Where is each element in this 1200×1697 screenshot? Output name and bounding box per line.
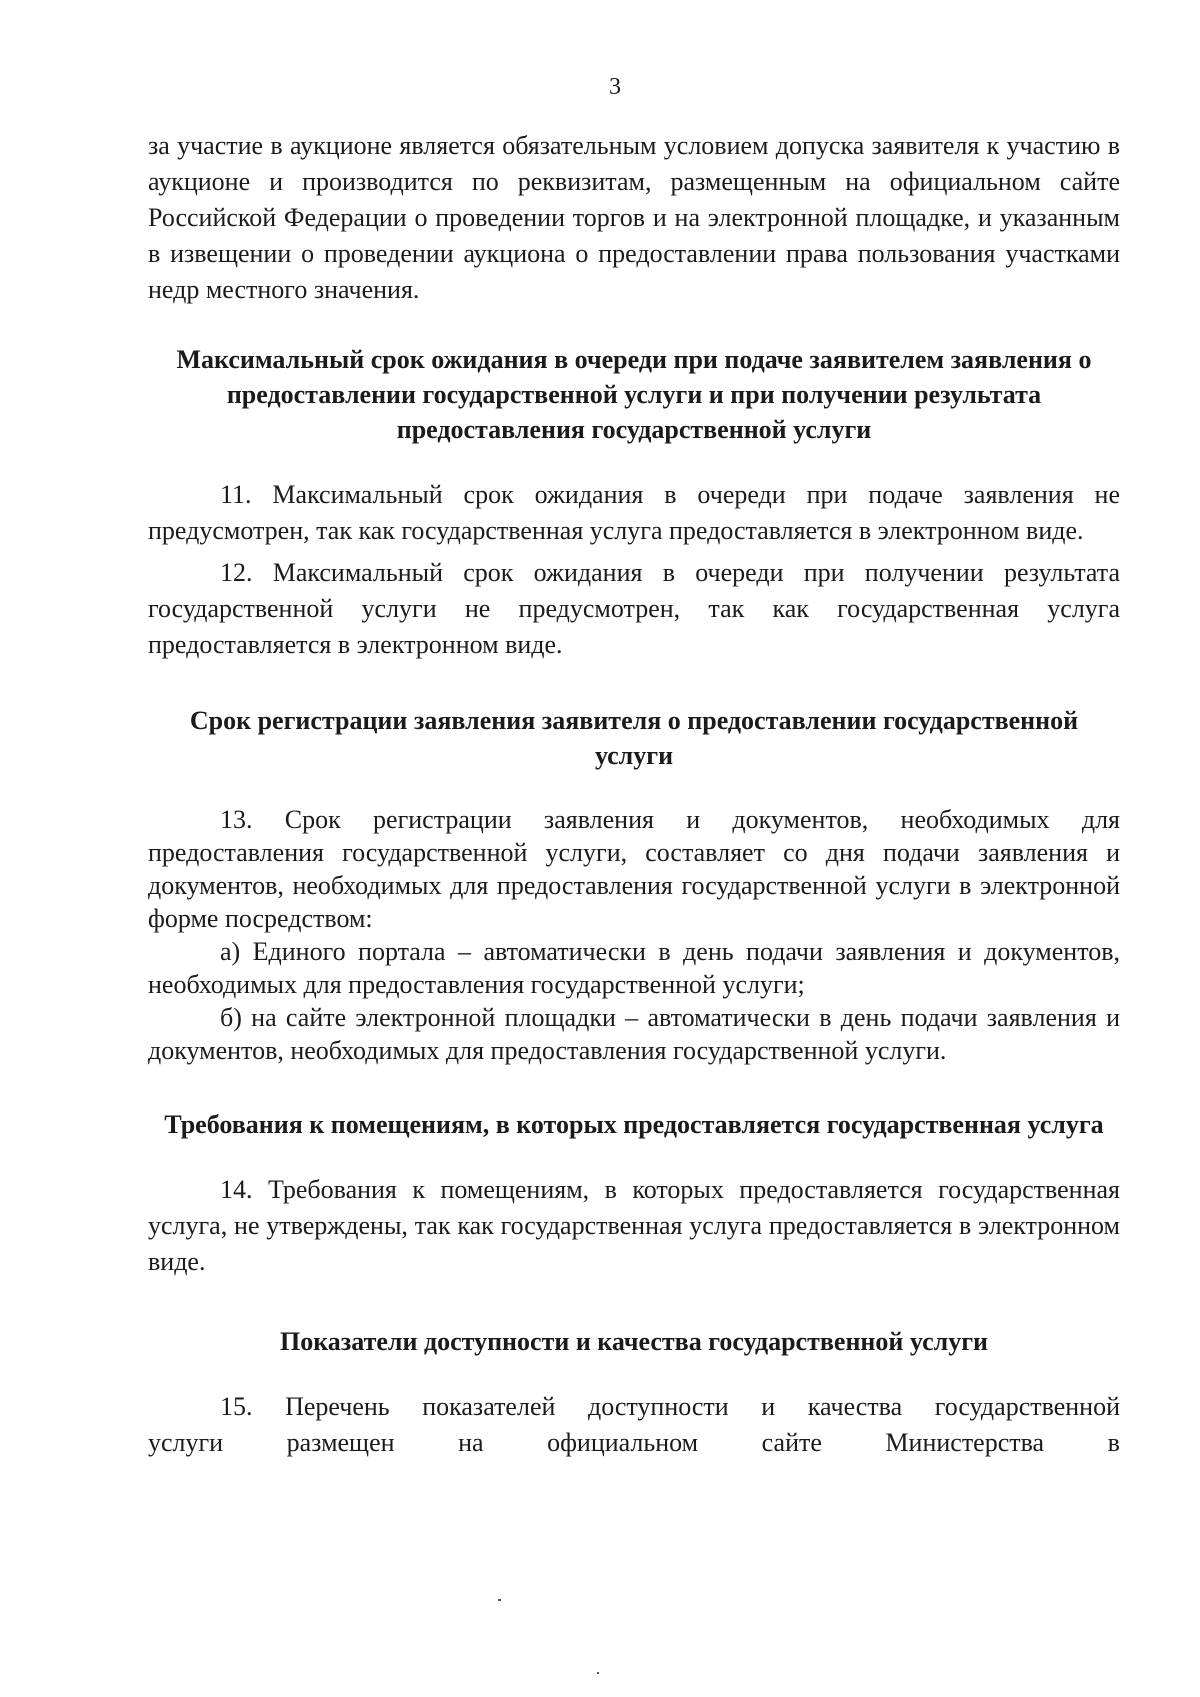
- word: услуги: [148, 1428, 224, 1457]
- word: сайте: [761, 1428, 822, 1457]
- paragraph-13-b: б) на сайте электронной площадки – автоматически в день подачи заявления и документов, необходимых для предоставления государственной услуги.: [148, 1003, 1120, 1065]
- paragraph-15-last-line: [148, 1425, 1120, 1461]
- page-number: 3: [609, 74, 621, 100]
- word: официальном: [547, 1428, 699, 1457]
- word: размещен: [286, 1428, 395, 1457]
- scan-speck: [597, 1672, 599, 1674]
- word: Министерства: [885, 1428, 1045, 1457]
- word: на: [458, 1428, 484, 1457]
- document-body: [148, 128, 1120, 1461]
- word: в: [1107, 1428, 1120, 1457]
- section-heading-queue-time: Максимальный срок ожидания в очереди при подаче заявителем заявления о предоставлении государственной услуги и при получении результата предоставления государственной услуги: [176, 345, 1092, 444]
- paragraph-12: 12. Максимальный срок ожидания в очереди при получении результата государственной услуги не предусмотрен, так как государственная услуга предоставляется в электронном виде.: [148, 558, 1120, 659]
- intro-paragraph: за участие в аукционе является обязательным условием допуска заявителя к участию в аукционе и производится по реквизитам, размещенным на официальном сайте Российской Федерации о проведении торгов и на электронной площадке, и указанным в извещении о проведении аукциона о предоставлении права пользования участками недр местного значения.: [148, 131, 1120, 304]
- section-heading-quality-indicators: Показатели доступности и качества государственной услуги: [279, 1327, 989, 1356]
- paragraph-14: 14. Требования к помещениям, в которых предоставляется государственная услуга, не утверждены, так как государственная услуга предоставляется в электронном виде.: [148, 1175, 1120, 1276]
- section-heading-registration-time: Срок регистрации заявления заявителя о предоставлении государственной услуги: [189, 706, 1079, 770]
- scan-speck: [498, 1599, 501, 1601]
- paragraph-15-first-line: 15. Перечень показателей доступности и качества государственной: [220, 1392, 1120, 1421]
- paragraph-13-a: а) Единого портала – автоматически в день подачи заявления и документов, необходимых для предоставления государственной услуги;: [148, 937, 1120, 999]
- paragraph-11: 11. Максимальный срок ожидания в очереди при подаче заявления не предусмотрен, так как государственная услуга предоставляется в электронном виде.: [148, 480, 1120, 545]
- paragraph-13: 13. Срок регистрации заявления и документов, необходимых для предоставления государственной услуги, составляет со дня подачи заявления и документов, необходимых для предоставления государственной услуги в электронной форме посредством:: [148, 805, 1120, 933]
- section-heading-premises: Требования к помещениям, в которых предоставляется государственная услуга: [164, 1110, 1104, 1139]
